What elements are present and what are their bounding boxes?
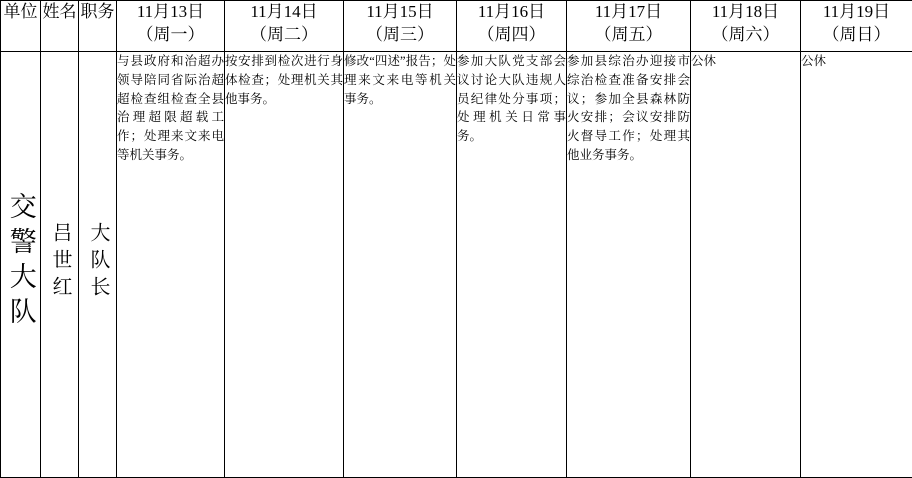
column-header-day-2-date: 11月14日 <box>250 2 318 21</box>
table-body <box>1 52 912 478</box>
column-header-day-1 <box>117 1 225 52</box>
column-header-day-3 <box>344 1 457 52</box>
column-header-day-4-weekday: （周四） <box>477 24 546 44</box>
cell-day-2 <box>225 52 344 478</box>
column-header-day-7 <box>801 1 912 52</box>
column-header-day-4 <box>457 1 567 52</box>
unit-label: 交警大队 <box>5 192 36 332</box>
day-2-activity: 按安排到检次进行身体检查；处理机关其他事务。 <box>225 54 343 106</box>
cell-name <box>41 52 79 478</box>
cell-day-1 <box>117 52 225 478</box>
day-6-activity: 公休 <box>691 54 717 68</box>
column-header-unit-line-1: 单位 <box>3 2 38 21</box>
column-header-unit <box>1 1 41 52</box>
cell-day-7 <box>801 52 912 478</box>
column-header-day-5-date: 11月17日 <box>594 2 663 21</box>
column-header-day-6-date: 11月18日 <box>711 2 780 21</box>
table-row <box>1 52 912 478</box>
cell-unit <box>1 52 41 478</box>
column-header-post <box>79 1 117 52</box>
cell-day-3 <box>344 52 457 478</box>
header-row <box>1 1 912 52</box>
cell-post <box>79 52 117 478</box>
cell-day-6 <box>691 52 801 478</box>
column-header-day-5-weekday: （周五） <box>594 24 663 44</box>
cell-day-5 <box>567 52 691 478</box>
person-name: 吕世红 <box>49 221 71 303</box>
column-header-day-7-date: 11月19日 <box>822 2 891 21</box>
column-header-day-4-date: 11月16日 <box>477 2 546 21</box>
day-1-activity: 与县政府和治超办领导陪同省际治超超检查组检查全县治理超限超载工作；处理来文来电等机关事务。 <box>117 54 224 162</box>
column-header-name-line-1: 姓名 <box>42 2 77 21</box>
column-header-day-1-weekday: （周一） <box>136 24 205 44</box>
day-5-activity: 参加县综治办迎接市综治检查准备安排会议；参加全县森林防火安排；会议安排防火督导工作；处理其他业务事务。 <box>567 54 690 162</box>
column-header-day-5 <box>567 1 691 52</box>
day-3-activity: 修改“四述”报告；处理来文来电等机关事务。 <box>344 54 456 106</box>
column-header-day-3-weekday: （周三） <box>366 24 434 44</box>
day-7-activity: 公休 <box>801 54 827 68</box>
column-header-post-line-1: 职务 <box>80 2 115 21</box>
column-header-day-2-weekday: （周二） <box>250 24 318 44</box>
column-header-day-3-date: 11月15日 <box>366 2 434 21</box>
column-header-day-2 <box>225 1 344 52</box>
column-header-day-7-weekday: （周日） <box>822 24 891 44</box>
column-header-day-6 <box>691 1 801 52</box>
table-header <box>1 1 912 52</box>
cell-day-4 <box>457 52 567 478</box>
column-header-day-1-date: 11月13日 <box>136 2 205 21</box>
day-4-activity: 参加大队党支部会议讨论大队违规人员纪律处分事项；处理机关日常事务。 <box>457 54 566 143</box>
column-header-day-6-weekday: （周六） <box>711 24 780 44</box>
column-header-name <box>41 1 79 52</box>
person-post: 大队长 <box>87 221 109 303</box>
